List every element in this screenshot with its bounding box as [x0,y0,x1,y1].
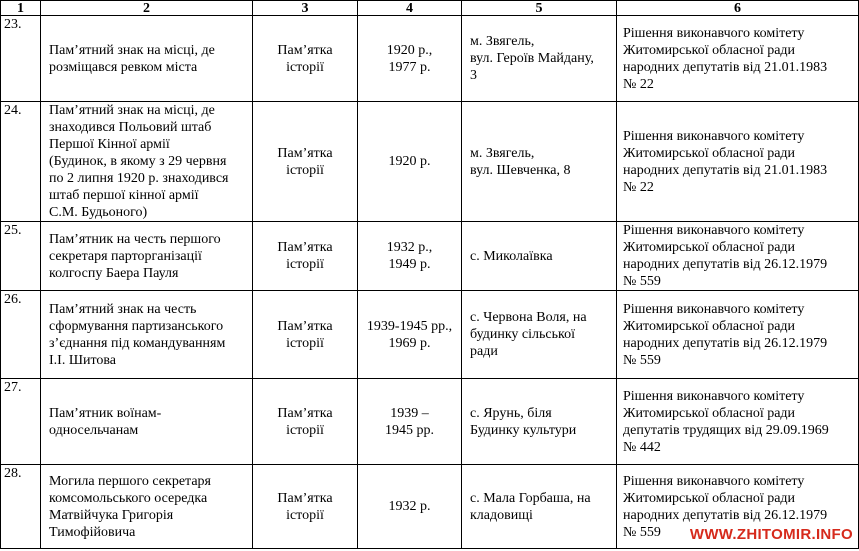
row-number: 24. [4,103,22,118]
row-number: 25. [4,223,22,238]
column-header: 3 [253,1,358,16]
column-header: 6 [617,1,859,16]
protection-decision-line: № 559 [623,524,661,540]
monument-date-line: 1920 р., [386,42,433,58]
monument-name-line: (Будинок, в якому з 29 червня [49,154,227,169]
monument-date-cell [358,379,462,465]
monument-name-line: Пам’ятник воїнам- [49,405,162,421]
table-row [1,291,859,379]
protection-decision-line: Житомирської обласної ради [623,405,796,421]
column-header: 1 [1,1,41,16]
monument-type-cell [253,16,358,102]
monument-location-line: 3 [470,68,477,83]
monument-location-cell [462,222,617,291]
monument-location-line: вул. Героїв Майдану, [470,51,594,66]
header-row [1,1,859,16]
monument-location-line: будинку сільської [470,327,575,342]
monument-name-cell [41,222,253,291]
protection-decision-cell [617,16,859,102]
table-row [1,102,859,222]
monument-type-line: історії [286,162,324,178]
table-row [1,16,859,102]
row-number-cell [1,379,41,465]
monument-type-cell [253,291,358,379]
protection-decision-line: Рішення виконавчого комітету [623,25,805,41]
protection-decision-line: народних депутатів від 21.01.1983 [623,162,828,178]
protection-decision-line: Житомирської обласної ради [623,240,796,255]
monument-name-line: С.М. Будьоного) [49,205,148,220]
monument-name-line: Пам’ятний знак на місці, де [49,103,215,118]
monument-location-line: с. Мала Горбаша, на [470,490,591,506]
monument-date-line: 1969 р. [388,335,431,351]
monument-type-line: історії [286,59,324,75]
protection-decision-line: Рішення виконавчого комітету [623,388,805,404]
monument-type-cell [253,465,358,549]
column-header: 4 [358,1,462,16]
protection-decision-line: народних депутатів від 21.01.1983 [623,59,828,75]
row-number-cell [1,102,41,222]
protection-decision-line: Рішення виконавчого комітету [623,473,805,489]
protection-decision-line: Житомирської обласної ради [623,145,796,161]
protection-decision-line: Житомирської обласної ради [623,318,796,334]
monument-name-line: Пам’ятний знак на місці, де [49,42,215,58]
monument-name-line: комсомольського осередка [49,490,208,506]
monument-date-cell [358,465,462,549]
monument-name-cell [41,16,253,102]
monument-location-cell [462,465,617,549]
protection-decision-cell [617,222,859,291]
monument-location-line: вул. Шевченка, 8 [470,162,571,178]
protection-decision-line: Рішення виконавчого комітету [623,223,805,238]
monument-name-line: І.І. Шитова [49,352,117,368]
row-number-cell [1,222,41,291]
row-number-cell [1,16,41,102]
protection-decision-line: Рішення виконавчого комітету [623,301,805,317]
monument-name-line: з’єднання під командуванням [49,335,226,351]
site-watermark: WWW.ZHITOMIR.INFO [689,526,853,543]
row-number-cell [1,291,41,379]
monument-location-line: с. Червона Воля, на [470,310,587,325]
row-number: 27. [4,380,22,395]
monument-location-line: м. Звягель, [470,145,535,161]
column-header: 5 [462,1,617,16]
row-number-cell [1,465,41,549]
monument-date-line: 1939-1945 рр., [366,318,453,334]
monument-name-line: Першої Кінної армії [49,137,170,152]
monument-type-line: Пам’ятка [277,42,333,58]
monument-date-cell [358,291,462,379]
monument-location-line: ради [470,344,498,359]
protection-decision-cell [617,291,859,379]
monument-name-line: Матвійчука Григорія [49,507,174,523]
monument-name-line: розміщався ревком міста [49,59,198,75]
monument-location-line: Будинку культури [470,422,577,438]
monument-name-cell [41,102,253,222]
protection-decision-line: Житомирської обласної ради [623,42,796,58]
monument-name-cell [41,379,253,465]
monument-date-line: 1945 рр. [385,422,434,438]
protection-decision-line: № 22 [623,76,654,92]
table-row [1,379,859,465]
monument-date-cell [358,222,462,291]
table-row [1,222,859,291]
row-number: 26. [4,292,22,307]
protection-decision-line: народних депутатів від 26.12.1979 [623,507,828,523]
protection-decision-line: Рішення виконавчого комітету [623,128,805,144]
monument-name-line: Пам’ятник на честь першого [49,231,221,247]
monument-name-cell [41,291,253,379]
monument-location-line: кладовищі [470,507,533,523]
monument-date-cell [358,102,462,222]
monument-location-cell [462,102,617,222]
monument-name-cell [41,465,253,549]
monument-type-cell [253,102,358,222]
protection-decision-line: № 22 [623,179,654,195]
monument-location-cell [462,16,617,102]
monument-name-line: Пам’ятний знак на честь [49,301,197,317]
row-number: 28. [4,466,22,481]
protection-decision-cell [617,102,859,222]
monument-type-line: історії [286,422,324,438]
protection-decision-line: депутатів трудящих від 29.09.1969 [623,422,829,438]
monument-type-line: Пам’ятка [277,318,333,334]
monument-date-line: 1920 р. [388,154,431,169]
protection-decision-line: № 559 [623,274,661,289]
monument-date-line: 1932 р. [388,499,431,514]
protection-decision-line: народних депутатів від 26.12.1979 [623,335,828,351]
monument-name-line: Могила першого секретаря [49,473,211,489]
monument-location-line: м. Звягель, [470,34,535,49]
monument-location-cell [462,379,617,465]
protection-decision-line: № 442 [623,439,661,455]
protection-decision-line: народних депутатів від 26.12.1979 [623,257,828,272]
monument-date-line: 1949 р. [388,257,431,272]
monument-type-line: історії [286,507,324,523]
monument-date-line: 1939 – [390,405,429,421]
monument-name-line: Тимофійовича [49,524,136,540]
monument-name-line: секретаря парторганізації [49,248,202,264]
protection-decision-line: № 559 [623,352,661,368]
monument-name-line: штаб першої кінної армії [49,188,199,203]
monument-date-cell [358,16,462,102]
monument-date-line: 1932 р., [386,240,433,255]
monument-name-line: односельчанам [49,422,139,438]
protection-decision-line: Житомирської обласної ради [623,490,796,506]
monument-name-line: сформування партизанського [49,318,224,334]
monument-date-line: 1977 р. [388,59,431,75]
monument-location-line: с. Ярунь, біля [470,405,552,421]
column-header: 2 [41,1,253,16]
monument-type-line: Пам’ятка [277,405,333,421]
monument-type-line: Пам’ятка [277,240,333,255]
monument-type-line: історії [286,257,324,272]
monument-name-line: по 2 липня 1920 р. знаходився [49,171,229,186]
monument-type-cell [253,222,358,291]
row-number: 23. [4,17,22,32]
monument-type-line: Пам’ятка [277,490,333,506]
monument-location-line: с. Миколаївка [470,248,553,264]
monument-location-cell [462,291,617,379]
monument-name-line: колгоспу Баера Пауля [49,265,179,281]
monument-type-line: Пам’ятка [277,145,333,161]
monument-name-line: знаходився Польовий штаб [49,120,212,135]
protection-decision-cell [617,379,859,465]
monument-type-line: історії [286,335,324,351]
monument-type-cell [253,379,358,465]
